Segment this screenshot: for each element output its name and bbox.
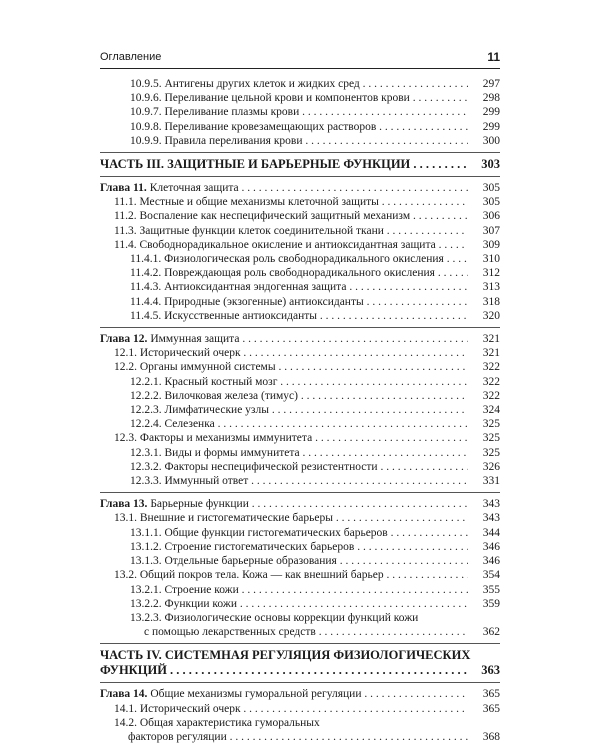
divider bbox=[100, 176, 500, 177]
chapter-14-heading[interactable]: Глава 14. Общие механизмы гуморальной регуляции . . . 365 bbox=[100, 687, 500, 701]
toc-entry[interactable]: 13.1.3. Отдельные барьерные образования . . . 346 bbox=[100, 554, 500, 568]
toc-entry[interactable]: 13.2. Общий покров тела. Кожа — как внешний барьер . . . 354 bbox=[100, 568, 500, 582]
toc-entry[interactable]: 12.1. Исторический очерк . . . 321 bbox=[100, 346, 500, 360]
divider bbox=[100, 327, 500, 328]
toc-entry[interactable]: 11.4.5. Искусственные антиоксиданты . . . 320 bbox=[100, 309, 500, 323]
part-heading-cont[interactable]: ФУНКЦИЙ . . . 363 bbox=[100, 663, 500, 678]
toc-entry[interactable]: 11.4.2. Повреждающая роль свободнорадикального окисления . . . 312 bbox=[100, 266, 500, 280]
toc-entry[interactable]: 12.2. Органы иммунной системы . . . 322 bbox=[100, 360, 500, 374]
toc-entry[interactable]: 13.2.2. Функции кожи . . . 359 bbox=[100, 597, 500, 611]
toc-entry[interactable]: 10.9.8. Переливание кровезамещающих растворов . . . 299 bbox=[100, 120, 500, 134]
part-heading[interactable]: ЧАСТЬ IV. СИСТЕМНАЯ РЕГУЛЯЦИЯ ФИЗИОЛОГИЧЕСКИХ bbox=[100, 648, 471, 663]
chapter-13-heading[interactable]: Глава 13. Барьерные функции . . . 343 bbox=[100, 497, 500, 511]
toc-entry[interactable]: 12.3. Факторы и механизмы иммунитета . . . 325 bbox=[100, 431, 500, 445]
toc-entry[interactable]: с помощью лекарственных средств . . . 362 bbox=[100, 625, 500, 639]
toc-entry[interactable]: 13.1. Внешние и гистогематические барьеры . . . 343 bbox=[100, 511, 500, 525]
divider bbox=[100, 643, 500, 644]
page-number: 11 bbox=[487, 50, 500, 64]
toc-entry[interactable]: 11.3. Защитные функции клеток соединительной ткани . . . 307 bbox=[100, 224, 500, 238]
toc-entry[interactable]: факторов регуляции . . . 368 bbox=[100, 730, 500, 744]
toc-entry[interactable]: 11.4. Свободнорадикальное окисление и антиоксидантная защита . . . 309 bbox=[100, 238, 500, 252]
running-header bbox=[100, 50, 500, 69]
toc-entry[interactable]: 12.3.3. Иммунный ответ . . . 331 bbox=[100, 474, 500, 488]
toc-entry[interactable]: 10.9.5. Антигены других клеток и жидких сред . . . 297 bbox=[100, 77, 500, 91]
header-title: Оглавление bbox=[100, 51, 162, 63]
toc-entry[interactable]: 13.2.3. Физиологические основы коррекции функций кожи bbox=[130, 611, 419, 624]
toc-entry[interactable]: 14.1. Исторический очерк . . . 365 bbox=[100, 702, 500, 716]
toc-entry[interactable]: 11.4.1. Физиологическая роль свободнорадикального окисления . . . 310 bbox=[100, 252, 500, 266]
toc-entry[interactable]: 11.1. Местные и общие механизмы клеточной защиты . . . 305 bbox=[100, 195, 500, 209]
toc-entry[interactable]: 11.4.3. Антиоксидантная эндогенная защита . . . 313 bbox=[100, 280, 500, 294]
toc-entry[interactable]: 11.4.4. Природные (экзогенные) антиоксиданты . . . 318 bbox=[100, 295, 500, 309]
toc-entry[interactable]: 13.2.1. Строение кожи . . . 355 bbox=[100, 583, 500, 597]
toc-entry[interactable]: 12.2.4. Селезенка . . . 325 bbox=[100, 417, 500, 431]
toc-entry[interactable]: 12.2.1. Красный костный мозг . . . 322 bbox=[100, 375, 500, 389]
toc-entry[interactable]: 12.3.1. Виды и формы иммунитета . . . 325 bbox=[100, 446, 500, 460]
divider bbox=[100, 152, 500, 153]
toc-entry[interactable]: 11.2. Воспаление как неспецифический защитный механизм . . . 306 bbox=[100, 209, 500, 223]
toc-entry[interactable]: 13.1.2. Строение гистогематических барьеров . . . 346 bbox=[100, 540, 500, 554]
toc-entry[interactable]: 14.2. Общая характеристика гуморальных bbox=[114, 716, 320, 729]
chapter-11-heading[interactable]: Глава 11. Клеточная защита . . . 305 bbox=[100, 181, 500, 195]
table-of-contents bbox=[100, 77, 500, 744]
toc-entry[interactable]: 13.1.1. Общие функции гистогематических барьеров . . . 344 bbox=[100, 526, 500, 540]
part-heading[interactable]: ЧАСТЬ III. ЗАЩИТНЫЕ И БАРЬЕРНЫЕ ФУНКЦИИ . . . 303 bbox=[100, 157, 500, 172]
chapter-12-heading[interactable]: Глава 12. Иммунная защита . . . 321 bbox=[100, 332, 500, 346]
toc-entry[interactable]: 10.9.6. Переливание цельной крови и компонентов крови . . . 298 bbox=[100, 91, 500, 105]
divider bbox=[100, 492, 500, 493]
toc-entry[interactable]: 12.2.2. Вилочковая железа (тимус) . . . 322 bbox=[100, 389, 500, 403]
divider bbox=[100, 682, 500, 683]
toc-entry[interactable]: 12.2.3. Лимфатические узлы . . . 324 bbox=[100, 403, 500, 417]
toc-entry[interactable]: 12.3.2. Факторы неспецифической резистентности . . . 326 bbox=[100, 460, 500, 474]
toc-entry[interactable]: 10.9.7. Переливание плазмы крови . . . 299 bbox=[100, 105, 500, 119]
toc-entry[interactable]: 10.9.9. Правила переливания крови . . . 300 bbox=[100, 134, 500, 148]
